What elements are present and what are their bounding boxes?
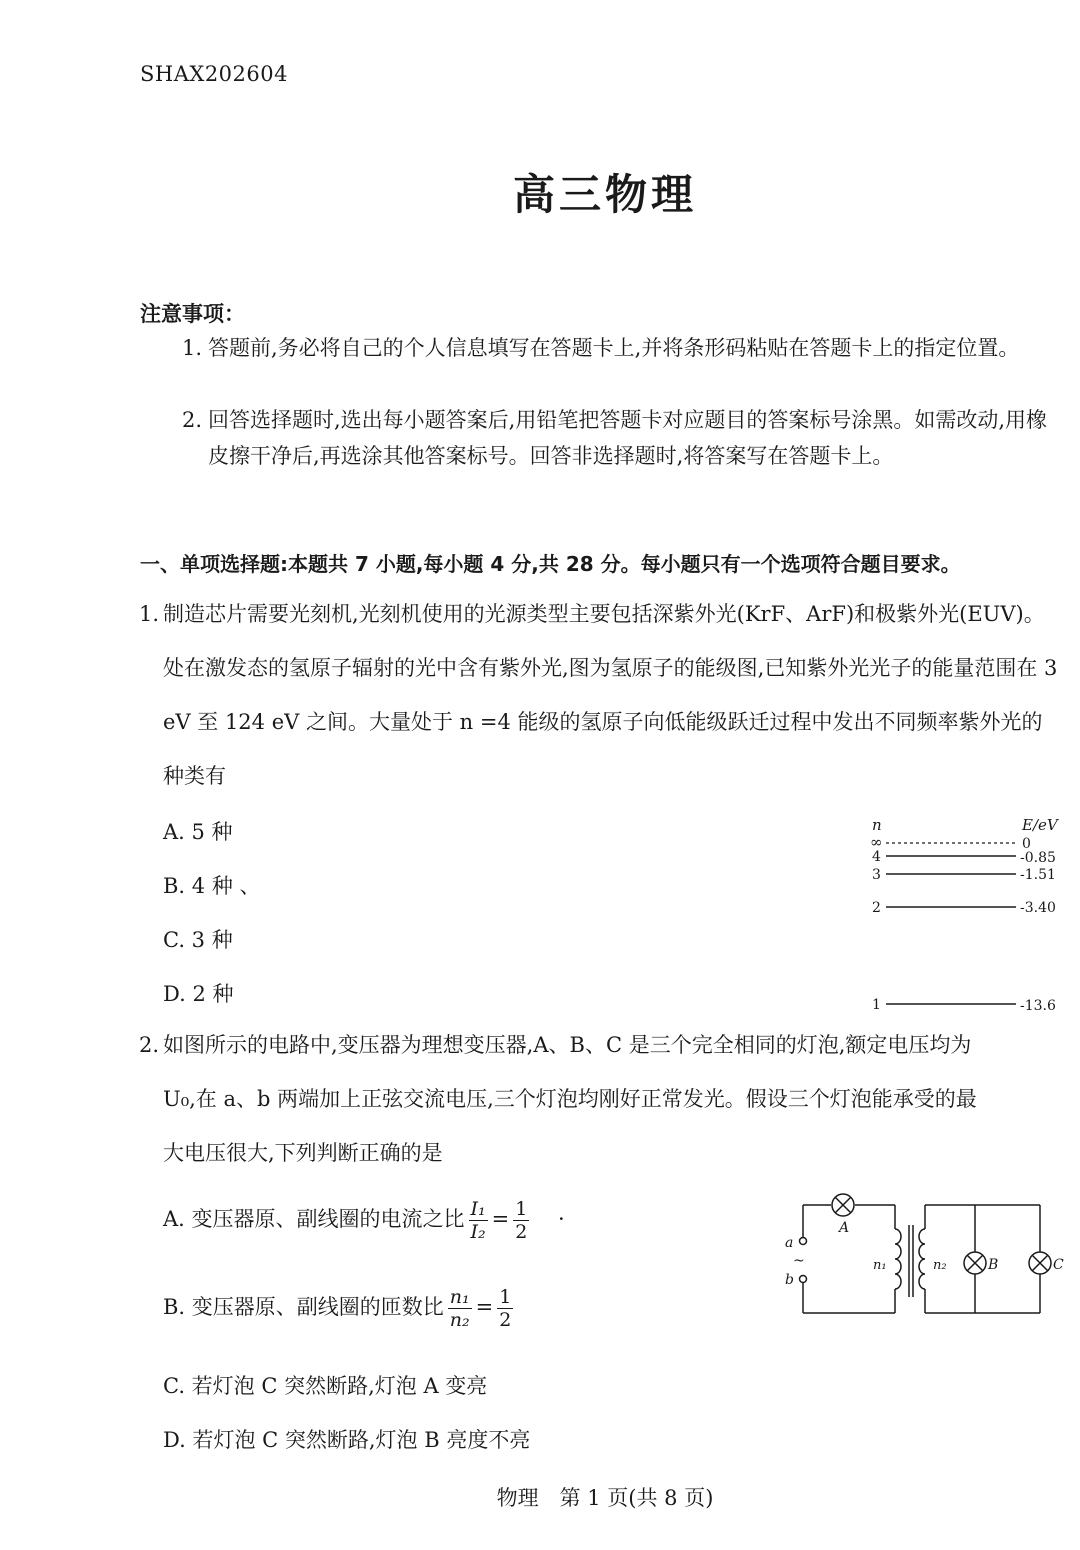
fraction-denominator: n₂: [449, 1309, 470, 1331]
note-item-1: [182, 330, 1068, 366]
energy-level-diagram: [860, 812, 1070, 1017]
secondary-turns-label: n₂: [933, 1258, 947, 1273]
level-n-inf: ∞: [870, 833, 883, 851]
terminal-a-icon: [800, 1238, 807, 1245]
current-ratio-fraction: [469, 1198, 488, 1243]
level-n-3: 3: [872, 867, 881, 883]
q1-option-c: C. 3 种: [163, 928, 233, 952]
q1-option-a: A. 5 种: [163, 820, 233, 844]
level-e-1: -13.6: [1020, 998, 1056, 1014]
notes-heading: 注意事项：: [140, 302, 245, 326]
q2-option-a: [163, 1198, 565, 1243]
level-n-1: 1: [872, 997, 881, 1013]
equals-sign: =: [491, 1207, 510, 1231]
question-stem-line-3: 大电压很大,下列判断正确的是: [163, 1141, 443, 1165]
terminal-b-label: b: [785, 1272, 794, 1288]
fraction-numerator: 1: [499, 1286, 512, 1308]
page-title: 高三物理: [512, 170, 697, 219]
note-text: 回答选择题时,选出每小题答案后,用铅笔把答题卡对应题目的答案标号涂黑。如需改动,用橡皮擦干净后,再选涂其他答案标号。回答非选择题时,将答案写在答题卡上。: [208, 408, 1048, 468]
lamp-b-label: B: [988, 1257, 999, 1273]
stray-mark: ·: [558, 1207, 565, 1231]
terminal-b-icon: [800, 1276, 807, 1283]
level-n-2: 2: [872, 900, 881, 916]
lamp-c-label: C: [1053, 1257, 1064, 1273]
section-heading: 一、单项选择题:本题共 7 小题,每小题 4 分,共 28 分。每小题只有一个选项符合题目要求。: [140, 552, 961, 576]
terminal-a-label: a: [785, 1235, 794, 1251]
question-1: [139, 587, 1063, 803]
ratio-value-fraction: [497, 1286, 513, 1331]
note-item-2: [182, 402, 1068, 474]
question-2: [139, 1018, 1063, 1180]
question-stem: 制造芯片需要光刻机,光刻机使用的光源类型主要包括深紫外光(KrF、ArF)和极紫外光(EUV)。处在激发态的氢原子辐射的光中含有紫外光,图为氢原子的能级图,已知紫外光光子的能量范围在 3 eV 至 124 eV 之间。大量处于 n =4 能级的氢原子向低能级跃迁过程中发出不同频率紫外光的种类有: [163, 602, 1058, 788]
q2-option-d: D. 若灯泡 C 突然断路,灯泡 B 亮度不亮: [163, 1428, 531, 1452]
turns-ratio-fraction: [448, 1286, 472, 1331]
primary-turns-label: n₁: [873, 1258, 887, 1273]
question-number: 2.: [139, 1033, 160, 1057]
ratio-value-fraction: [513, 1198, 529, 1243]
axis-e-label: E/eV: [1022, 816, 1058, 834]
exam-code: SHAX202604: [140, 62, 288, 86]
level-e-3: -1.51: [1020, 867, 1056, 883]
question-stem-line-2: U₀,在 a、b 两端加上正弦交流电压,三个灯泡均刚好正常发光。假设三个灯泡能承受的最: [163, 1087, 977, 1111]
level-e-4: -0.85: [1020, 850, 1056, 866]
note-number: 1.: [182, 336, 203, 360]
fraction-numerator: I₁: [470, 1198, 486, 1220]
question-stem-line-1: 如图所示的电路中,变压器为理想变压器,A、B、C 是三个完全相同的灯泡,额定电压均为: [163, 1033, 972, 1057]
level-e-2: -3.40: [1020, 900, 1056, 916]
fraction-numerator: n₁: [449, 1286, 470, 1308]
fraction-denominator: 2: [499, 1309, 512, 1331]
q1-option-b: B. 4 种 、: [163, 874, 261, 898]
note-number: 2.: [182, 408, 203, 432]
fraction-denominator: I₂: [470, 1221, 486, 1243]
fraction-numerator: 1: [515, 1198, 528, 1220]
q2-option-c: C. 若灯泡 C 突然断路,灯泡 A 变亮: [163, 1374, 488, 1398]
lamp-a-label: A: [839, 1220, 850, 1236]
option-text: B. 变压器原、副线圈的匝数比: [163, 1295, 444, 1319]
note-text: 答题前,务必将自己的个人信息填写在答题卡上,并将条形码粘贴在答题卡上的指定位置。: [208, 336, 1020, 360]
page-footer: 物理 第 1 页(共 8 页): [496, 1486, 714, 1510]
q2-option-b: [163, 1286, 517, 1331]
axis-n-label: n: [872, 816, 882, 834]
level-e-inf: 0: [1022, 836, 1031, 852]
option-text: A. 变压器原、副线圈的电流之比: [163, 1207, 465, 1231]
level-n-4: 4: [872, 849, 881, 865]
transformer-circuit-diagram: [775, 1185, 1070, 1330]
equals-sign: =: [475, 1295, 494, 1319]
question-number: 1.: [139, 602, 160, 626]
fraction-denominator: 2: [515, 1221, 528, 1243]
q1-option-d: D. 2 种: [163, 982, 234, 1006]
ac-source-symbol: ~: [793, 1253, 805, 1269]
